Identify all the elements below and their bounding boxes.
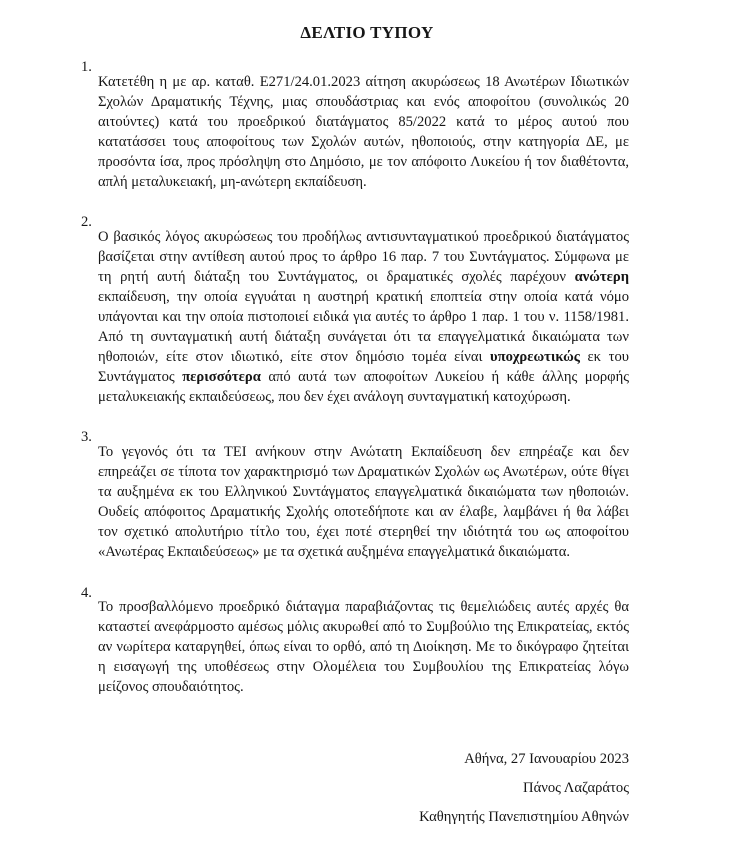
list-item — [81, 57, 629, 206]
list-item — [81, 427, 629, 576]
item-number: 1. — [81, 59, 92, 75]
item-paragraph-text: Ο βασικός λόγος ακυρώσεως του προδήλως αντισυνταγματικού προεδρικού διατάγματος βασίζεται στην αντίθεση αυτού προς το άρθρο 16 παρ. 7 του Συντάγματος. Σύμφωνα με τη ρητή αυτή διάταξη του Συντάγματος, οι δραματικές σχολές παρέχουν ανώτερη εκπαίδευση, την οποία εγγυάται η αυστηρή κρατική εποπτεία στην οποία κατά νόμο υπάγονται και την οποία πιστοποιεί ειδικά για αυτές το άρθρο 1 παρ. 1 του ν. 1158/1981. Από τη συνταγματική αυτή διάταξη συνάγεται ότι τα επαγγελματικά δικαιώματα των ηθοποιών, είτε στον ιδιωτικό, είτε στον δημόσιο τομέα είναι υποχρεωτικώς εκ του Συντάγματος περισσότερα από αυτά των αποφοίτων Λυκείου ή κάθε άλλης μορφής μεταλυκειακής εκπαιδεύσεως, που δεν έχει ανάλογη συνταγματική κατοχύρωση. — [98, 228, 629, 405]
closing-block — [0, 749, 629, 827]
item-paragraph-text: Κατετέθη η με αρ. καταθ. Ε271/24.01.2023 αίτηση ακυρώσεως 18 Ανωτέρων Ιδιωτικών Σχολών Δραματικής Τέχνης, μιας σπουδάστριας και ενός αποφοίτου (συνολικώς 20 αιτούντες) κατά του προεδρικού διατάγματος 85/2022 κατά το μέρος αυτού που κατατάσσει τους αποφοίτους των Σχολών αυτών, ηθοποιούς, στην κατηγορία ΔΕ, με προσόντα ίσα, προς πρόσληψη στο Δημόσιο, με τον απόφοιτο Λυκείου ή τον διαθέτοντα, απλή μεταλυκειακή, μη-ανώτερη εκπαίδευση. — [98, 73, 629, 190]
signatory-name: Πάνος Λαζαράτος — [523, 779, 629, 796]
document-title: ΔΕΛΤΙΟ ΤΥΠΟΥ — [300, 23, 434, 42]
list-item — [81, 583, 629, 712]
numbered-paragraph-list — [81, 57, 629, 712]
signatory-title: Καθηγητής Πανεπιστημίου Αθηνών — [419, 808, 629, 825]
item-number: 3. — [81, 429, 92, 446]
item-paragraph-text: Το προσβαλλόμενο προεδρικό διάταγμα παραβιάζοντας τις θεμελιώδεις αυτές αρχές θα καταστεί ανεφάρμοστο αμέσως μόλις ακυρωθεί από το Συμβούλιο της Επικρατείας, εκτός αν νωρίτερα καταργηθεί, όπως είναι το ορθό, από τη Διοίκηση. Με το δικόγραφο ζητείται η εισαγωγή της υποθέσεως στην Ολομέλεια του Συμβουλίου της Επικρατείας λόγω μείζονος σπουδαιότητος. — [98, 599, 629, 696]
list-item — [81, 212, 629, 421]
closing-date: Αθήνα, 27 Ιανουαρίου 2023 — [464, 750, 629, 767]
item-paragraph-text: Το γεγονός ότι τα ΤΕΙ ανήκουν στην Ανώτατη Εκπαίδευση δεν επηρέαζε και δεν επηρεάζει σε τίποτα τον χαρακτηρισμό των Δραματικών Σχολών ως Ανωτέρων, ούτε θίγει τα αυξημένα εκ του Ελληνικού Συντάγματος επαγγελματικά δικαιώματα των ηθοποιών. Ουδείς απόφοιτος Δραματικής Σχολής οποτεδήποτε και αν έλαβε, λαμβάνει ή θα λάβει τον σχετικό απολυτήριο τίτλο του, έχει ποτέ στερηθεί την ιδιότητά του ως αποφοίτου «Ανωτέρας Εκπαιδεύσεως» με τα σχετικά αυξημένα επαγγελματικά δικαιώματα. — [98, 443, 629, 560]
item-number: 4. — [81, 584, 92, 601]
item-number: 2. — [81, 214, 92, 231]
